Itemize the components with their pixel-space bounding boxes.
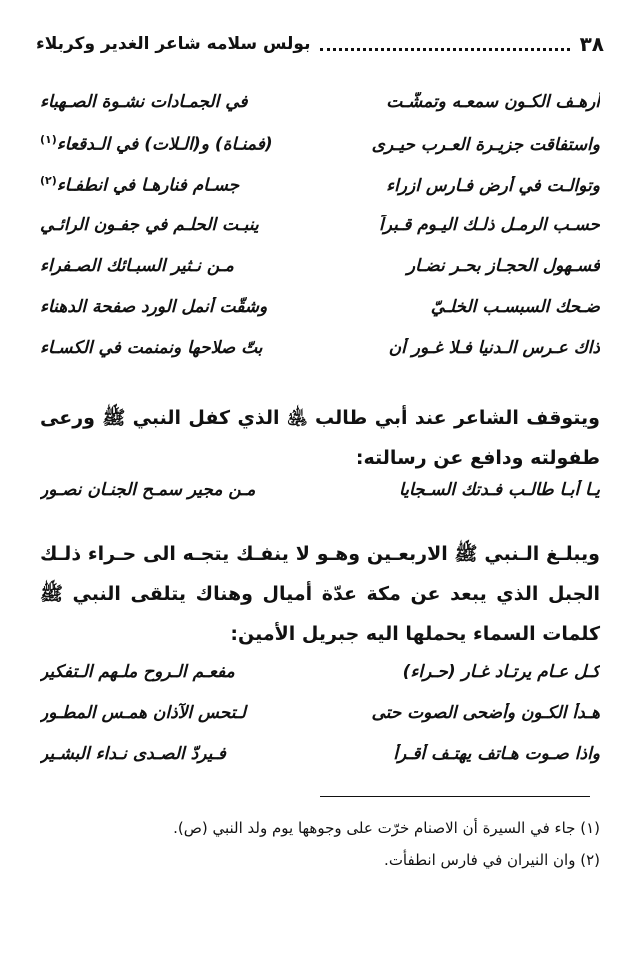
verse-line [40, 92, 600, 133]
footnote-divider [320, 796, 590, 797]
poem-stanza-3 [40, 662, 600, 785]
verse-second-hemistich: بتّ صلاحها ونمنمت في الكسـاء [40, 338, 263, 358]
page-number: ٣٨ [579, 32, 604, 56]
verse-line [40, 133, 600, 174]
prose-paragraph-1: ويتوقف الشاعر عند أبي طالب ﵁ الذي كفل النبي ﷺ ورعى طفولته ودافع عن رسالته: [40, 407, 600, 469]
verse-second-hemistich: ينبـت الحلـم في جفـون الرائـي [40, 215, 259, 235]
verse-first-hemistich: واستفاقت جزيـرة العـرب حيـرى [371, 134, 600, 155]
footnote-marker: (٢) [40, 174, 57, 187]
verse-line [40, 480, 600, 521]
verse-first-hemistich: ذاك عـرس الـدنيا فـلا غـور أن [388, 338, 600, 358]
verse-line [40, 256, 600, 297]
verse-second-hemistich: مـن مجير سمـح الجنـان نصـور [40, 480, 256, 500]
verse-second-hemistich: وشقّت أنمل الورد صفحة الدهناء [40, 297, 268, 317]
verse-line [40, 662, 600, 703]
verse-line [40, 338, 600, 379]
verse-first-hemistich: هـدأ الكـون وأضحى الصوت حتى [371, 703, 600, 723]
page-header [36, 30, 604, 58]
verse-line [40, 174, 600, 215]
verse-second-hemistich: فـيردّ الصـدى نـداء البشـير [40, 744, 226, 764]
running-title: بولس سلامه شاعر الغدير وكربلاء [36, 34, 311, 54]
verse-first-hemistich: أرهـف الكـون سمعـه وتمشّـت [386, 92, 600, 112]
verse-second-hemistich: لـتحس الآذان همـس المطـور [40, 703, 246, 723]
verse-line [40, 215, 600, 256]
verse-second-hemistich: مفعـم الـروح ملـهم الـتفكير [40, 662, 235, 682]
verse-line [40, 744, 600, 785]
verse-first-hemistich: حسـب الرمـل ذلـك اليـوم قـبراً [379, 215, 600, 235]
footnote-2: (٢) وان النيران في فارس انطفأت. [384, 851, 600, 869]
verse-first-hemistich: فسـهول الحجـاز بحـر نضـار [406, 256, 600, 276]
verse-first-hemistich: كـل عـام يرتـاد غـار (حـراء) [402, 662, 600, 682]
footnote-1: (١) جاء في السيرة أن الاصنام خرّت على وجوهها يوم ولد النبي (ص). [173, 819, 600, 837]
verse-line [40, 297, 600, 338]
poem-stanza-2 [40, 480, 600, 521]
verse-second-hemistich: جسـام فنارهـا في انطفـاء$^{(٢)}$ [40, 174, 240, 196]
footnotes [40, 812, 600, 876]
verse-first-hemistich: ضـحك السبسـب الخلـيّ [430, 297, 600, 317]
verse-second-hemistich: (فمنـاة) و(الـلات) في الـدقعاء$^{(١)}$ [40, 133, 273, 155]
prose-paragraph-2: ويبلـغ الـنبي ﷺ الاربعـين وهـو لا ينفـك يتجـه الى حـراء ذلـك الجبل الذي يبعد عن مكة عدّة أميال وهناك يتلقى النبي ﷺ كلمات السماء يحملها اليه جبريل الأمين: [40, 543, 600, 645]
verse-second-hemistich: مـن نـثير السبـائك الصـفراء [40, 256, 234, 276]
poem-stanza-1 [40, 92, 600, 379]
verse-first-hemistich: وتوالـت في أرض فـارس ازراء [386, 175, 600, 196]
verse-second-hemistich: في الجمـادات نشـوة الصـهباء [40, 92, 248, 112]
footnote-marker: (١) [40, 133, 57, 146]
header-dot-leader [320, 38, 569, 51]
verse-first-hemistich: يـا أبـا طالـب فـدتك السـجايا [399, 480, 600, 500]
verse-line [40, 703, 600, 744]
verse-first-hemistich: واذا صـوت هـاتف يهتـف أقـرأ [393, 744, 600, 764]
